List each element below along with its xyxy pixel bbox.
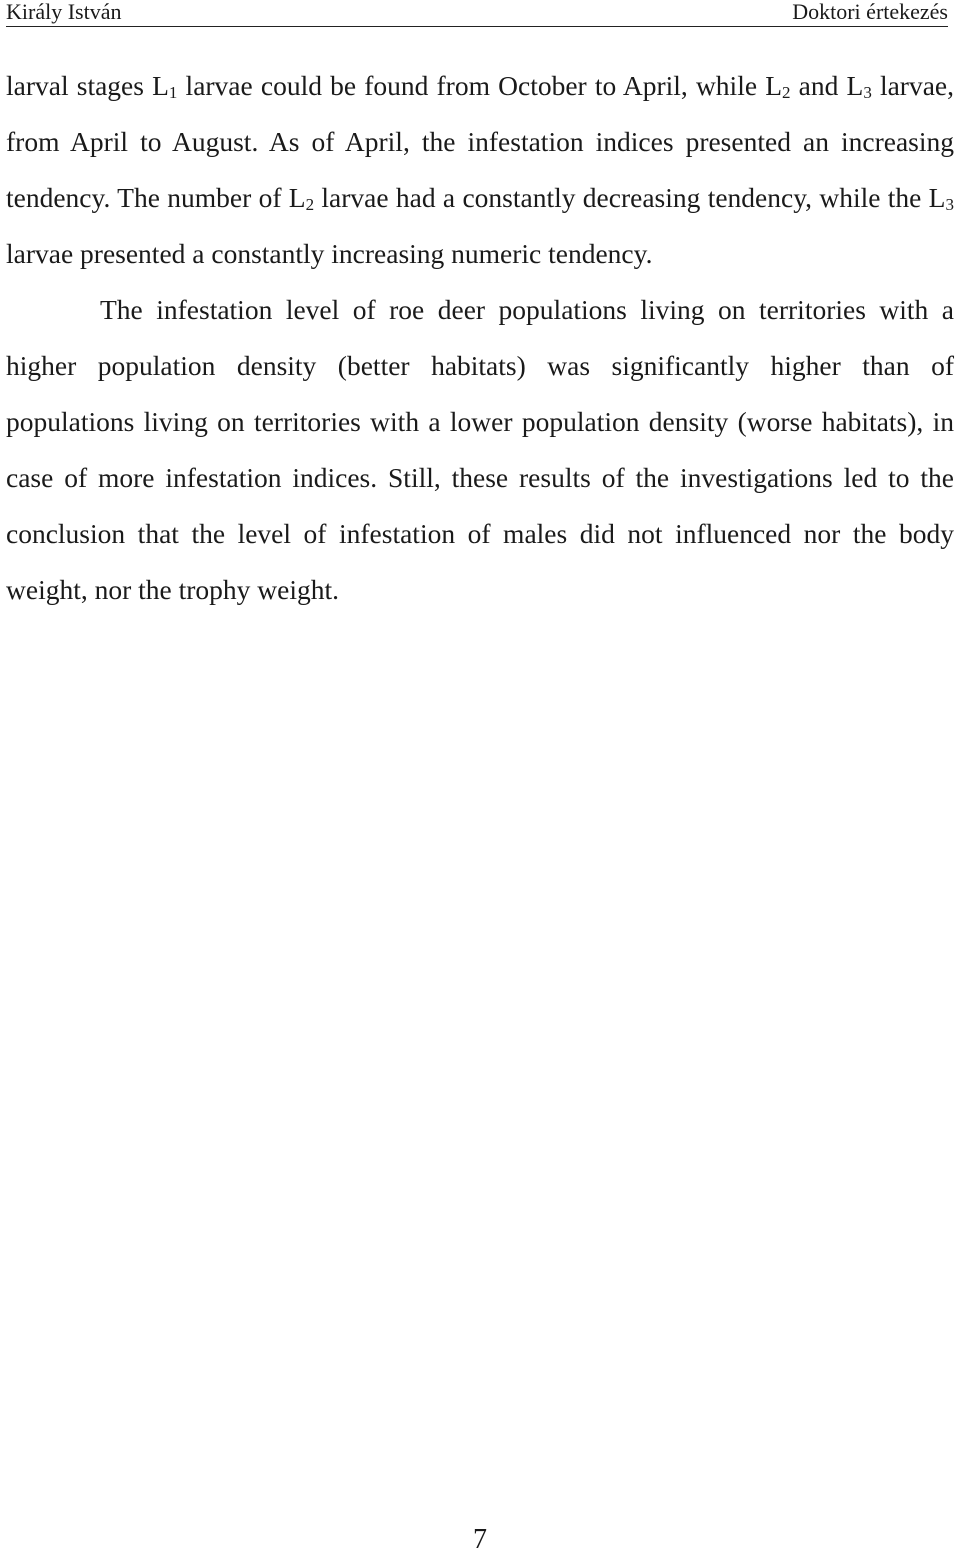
page-number: 7 bbox=[473, 1524, 487, 1555]
header-title: Doktori értekezés bbox=[792, 0, 948, 24]
text-segment: larvae, from April to August. As of April, the infestation indices presented an increasing tendency. The number of L bbox=[6, 70, 955, 213]
body-text bbox=[6, 58, 954, 618]
subscript: 1 bbox=[168, 83, 178, 102]
paragraph-larval-stages bbox=[6, 58, 954, 282]
paragraph-infestation-level: The infestation level of roe deer populations living on territories with a higher population density (better habitats) was significantly higher than of populations living on territories with a lower population density (worse habitats), in case of more infestation indices. Still, these results of the investigations led to the conclusion that the level of infestation of males did not influenced nor the body weight, nor the trophy weight. bbox=[6, 294, 954, 605]
text-segment: larval stages L bbox=[6, 70, 169, 101]
page-header bbox=[6, 0, 948, 27]
subscript: 3 bbox=[863, 83, 872, 102]
text-segment: larvae had a constantly decreasing tendency, while the L bbox=[314, 182, 946, 213]
text-segment: larvae presented a constantly increasing numeric tendency. bbox=[6, 238, 653, 269]
header-author: Király István bbox=[6, 0, 122, 24]
text-segment: and L bbox=[790, 70, 864, 101]
subscript: 3 bbox=[945, 195, 954, 214]
text-segment: larvae could be found from October to April, while L bbox=[177, 70, 782, 101]
subscript: 2 bbox=[782, 83, 791, 102]
subscript: 2 bbox=[305, 195, 315, 214]
